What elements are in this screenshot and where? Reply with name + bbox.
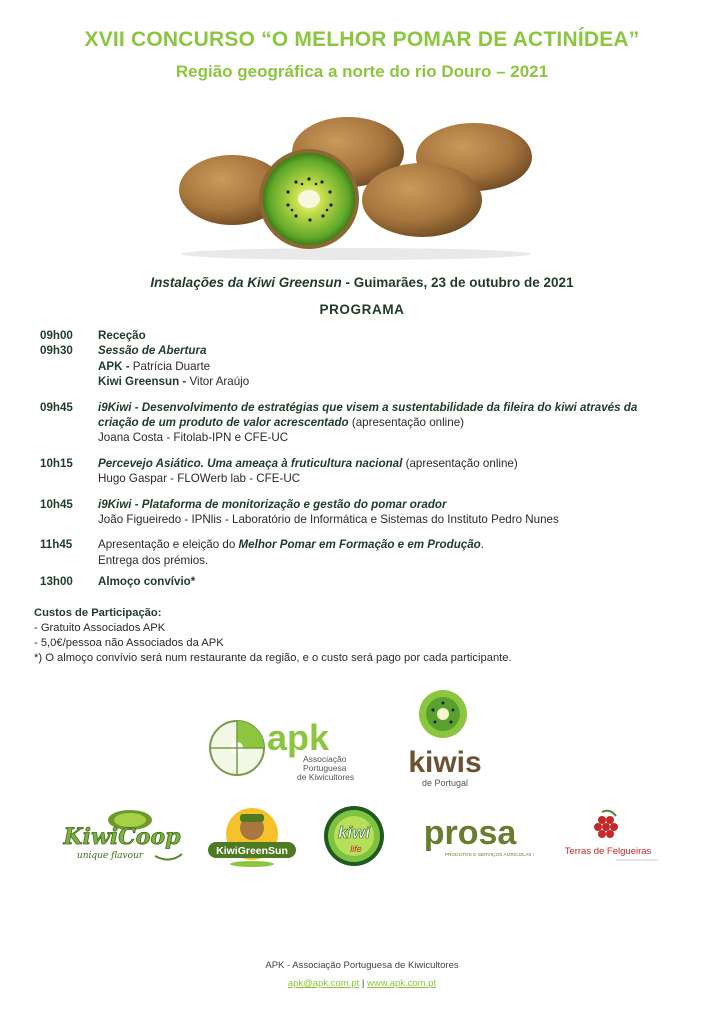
svg-text:KiwiCoop: KiwiCoop — [63, 824, 181, 850]
kiwi-front-right — [362, 163, 482, 237]
svg-text:kiwi: kiwi — [337, 823, 371, 842]
svg-text:kiwis: kiwis — [408, 746, 482, 779]
kiwicoop-logo — [60, 806, 190, 868]
kiwi-fruit-image — [172, 112, 540, 262]
svg-text:de Portugal: de Portugal — [421, 778, 469, 788]
program-heading: PROGRAMA — [319, 302, 405, 317]
agenda — [40, 328, 680, 590]
agenda-item: 09h30 Sessão de Abertura APK - Patrícia Duarte Kiwi Greensun - Vitor Araújo — [40, 344, 250, 389]
svg-text:KiwiGreenSun: KiwiGreenSun — [216, 845, 288, 857]
svg-text:unique flavour: unique flavour — [76, 851, 144, 861]
kiwigreensun-logo — [204, 806, 300, 868]
apk-logo — [205, 712, 370, 784]
terras-de-felgueiras-logo — [554, 806, 662, 864]
kiwis-de-portugal-logo — [395, 688, 495, 790]
page-title: XVII CONCURSO “O MELHOR POMAR DE ACTINÍDEA” — [84, 28, 640, 51]
svg-text:Terras de Felgueiras: Terras de Felgueiras — [564, 846, 652, 857]
venue-line: Instalações da Kiwi Greensun - Guimarães, 23 de outubro de 2021 — [150, 275, 574, 290]
agenda-item: 09h00 Receção — [40, 329, 146, 342]
agenda-item: 10h15 Percevejo Asiático. Uma ameaça à fruticultura nacional (apresentação online) Hugo Gaspar - FLOWerb lab - CFE-UC — [40, 456, 518, 486]
svg-text:life: life — [350, 844, 362, 854]
website-link[interactable]: www.apk.com.pt — [367, 978, 437, 989]
agenda-item: 10h45 i9Kiwi - Plataforma de monitorização e gestão do pomar orador João Figueiredo - IPNlis - Laboratório de Informática e Sistemas do Instituto Pedro Nunes — [40, 497, 559, 527]
svg-text:apk: apk — [267, 717, 330, 758]
agenda-item: 11h45 Apresentação e eleição do Melhor Pomar em Formação e em Produção. Entrega dos prémios. — [40, 538, 485, 567]
agenda-item: 13h00 Almoço convívio* — [40, 575, 196, 589]
email-link[interactable]: apk@apk.com.pt — [287, 978, 360, 989]
agenda-item: 09h45 i9Kiwi - Desenvolvimento de estratégias que visem a sustentabilidade da fileira do kiwi através da criação de um produto de valor acrescentado (apresentação online) Joana Costa - Fitolab-IPN e CFE-UC — [40, 400, 638, 445]
page-subtitle: Região geográfica a norte do rio Douro – 2021 — [175, 62, 549, 81]
kiwilife-logo — [322, 804, 386, 868]
svg-text:Associação: Associação — [303, 754, 347, 764]
participation-costs: Custos de Participação: - Gratuito Associados APK - 5,0€/pessoa não Associados da APK *) O almoço convívio será num restaurante da região, e o custo será pago por cada participante. — [34, 607, 512, 664]
svg-text:prosa: prosa — [423, 814, 517, 852]
footer-organization: APK - Associação Portuguesa de Kiwicultores — [265, 960, 459, 971]
svg-text:de Kiwicultores: de Kiwicultores — [297, 772, 355, 782]
svg-text:Portuguesa: Portuguesa — [303, 763, 347, 773]
prosa-logo — [406, 814, 534, 860]
footer-links: apk@apk.com.pt | www.apk.com.pt — [287, 978, 437, 989]
svg-text:PRODUTOS E SERVIÇOS AGRÍCOLAS: PRODUTOS E SERVIÇOS AGRÍCOLAS SA — [444, 853, 534, 858]
